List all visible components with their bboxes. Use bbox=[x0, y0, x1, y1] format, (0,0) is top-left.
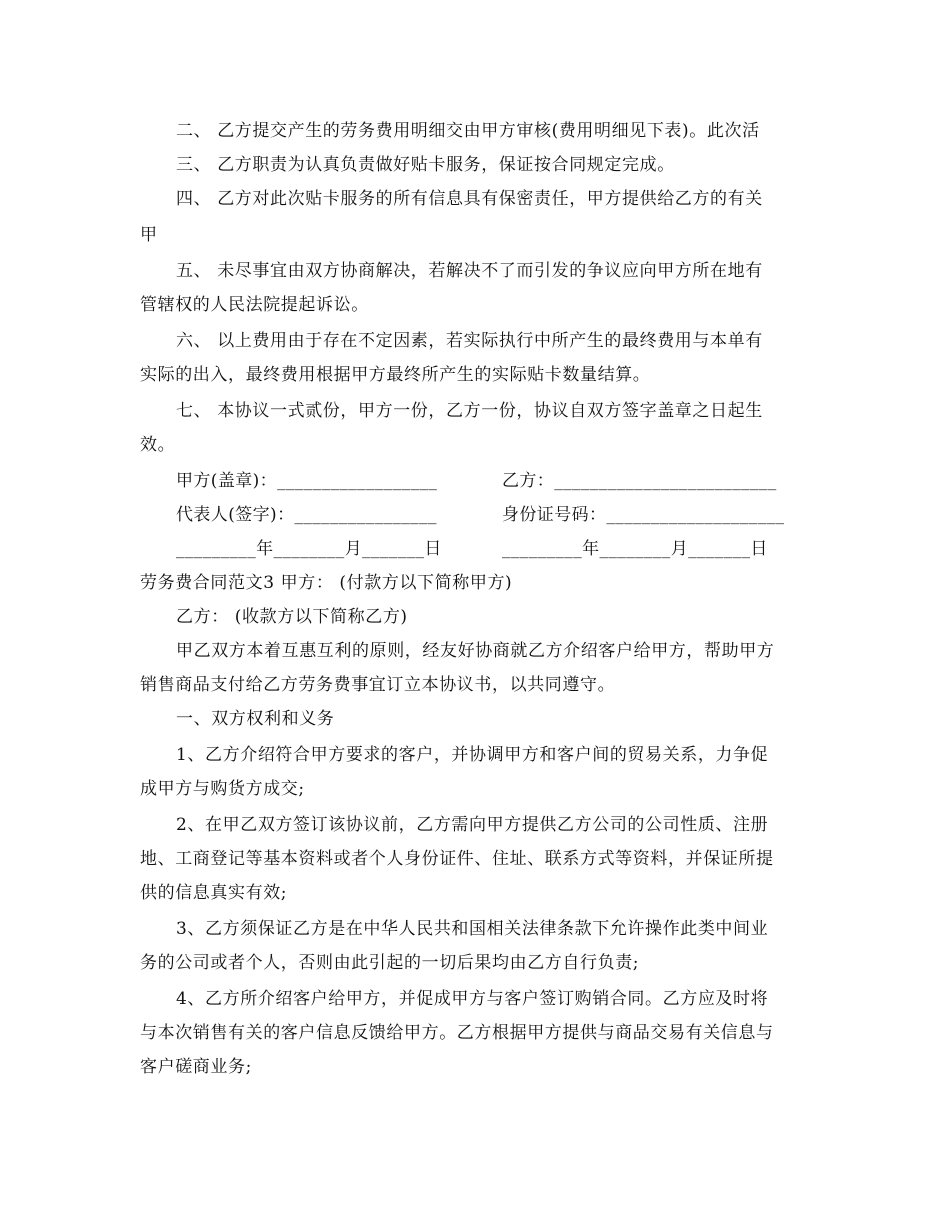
clause-7-cont: 效。 bbox=[140, 435, 176, 455]
item-2-cont2: 供的信息真实有效; bbox=[140, 883, 288, 903]
party-b-field: 乙方：_________________________ bbox=[502, 471, 777, 491]
id-number-field: 身份证号码：____________________ bbox=[502, 505, 785, 525]
clause-5: 五、 未尽事宜由双方协商解决，若解决不了而引发的争议应向甲方所在地有 bbox=[176, 261, 763, 281]
item-1: 1、乙方介绍符合甲方要求的客户，并协调甲方和客户间的贸易关系，力争促 bbox=[176, 745, 769, 765]
date-a-field: _________年________月_______日 bbox=[176, 539, 442, 559]
item-2-cont: 地、工商登记等基本资料或者个人身份证件、住址、联系方式等资料，并保证所提 bbox=[140, 849, 774, 869]
item-4-cont2: 客户磋商业务; bbox=[140, 1057, 252, 1077]
contract3-intro: 甲乙双方本着互惠互利的原则，经友好协商就乙方介绍客户给甲方，帮助甲方 bbox=[176, 641, 775, 661]
clause-3: 三、 乙方职责为认真负责做好贴卡服务，保证按合同规定完成。 bbox=[176, 155, 675, 175]
section-1-heading: 一、双方权利和义务 bbox=[176, 709, 335, 729]
item-3: 3、乙方须保证乙方是在中华人民共和国相关法律条款下允许操作此类中间业 bbox=[176, 919, 769, 939]
clause-5-cont: 管辖权的人民法院提起诉讼。 bbox=[140, 295, 369, 315]
item-4: 4、乙方所介绍客户给甲方，并促成甲方与客户签订购销合同。乙方应及时将 bbox=[176, 989, 769, 1009]
contract3-intro-cont: 销售商品支付给乙方劳务费事宜订立本协议书，以共同遵守。 bbox=[140, 675, 616, 695]
clause-2: 二、 乙方提交产生的劳务费用明细交由甲方审核(费用明细见下表)。此次活 bbox=[176, 121, 760, 141]
representative-field: 代表人(签字)：________________ bbox=[176, 505, 437, 525]
date-b-field: _________年________月_______日 bbox=[502, 539, 768, 559]
item-1-cont: 成甲方与购货方成交; bbox=[140, 779, 305, 799]
contract3-heading: 劳务费合同范文3 甲方： (付款方以下简称甲方) bbox=[140, 573, 513, 593]
clause-4: 四、 乙方对此次贴卡服务的所有信息具有保密责任，甲方提供给乙方的有关 bbox=[176, 189, 763, 209]
party-a-seal-field: 甲方(盖章)：__________________ bbox=[176, 471, 438, 491]
clause-6-cont: 实际的出入，最终费用根据甲方最终所产生的实际贴卡数量结算。 bbox=[140, 365, 651, 385]
item-4-cont: 与本次销售有关的客户信息反馈给甲方。乙方根据甲方提供与商品交易有关信息与 bbox=[140, 1023, 774, 1043]
contract3-party-b: 乙方： (收款方以下简称乙方) bbox=[176, 607, 408, 627]
item-3-cont: 务的公司或者个人，否则由此引起的一切后果均由乙方自行负责; bbox=[140, 953, 640, 973]
clause-4-cont: 甲 bbox=[140, 225, 158, 245]
item-2: 2、在甲乙双方签订该协议前，乙方需向甲方提供乙方公司的公司性质、注册 bbox=[176, 815, 769, 835]
clause-6: 六、 以上费用由于存在不定因素，若实际执行中所产生的最终费用与本单有 bbox=[176, 331, 763, 351]
clause-7: 七、 本协议一式贰份，甲方一份，乙方一份，协议自双方签字盖章之日起生 bbox=[176, 401, 763, 421]
